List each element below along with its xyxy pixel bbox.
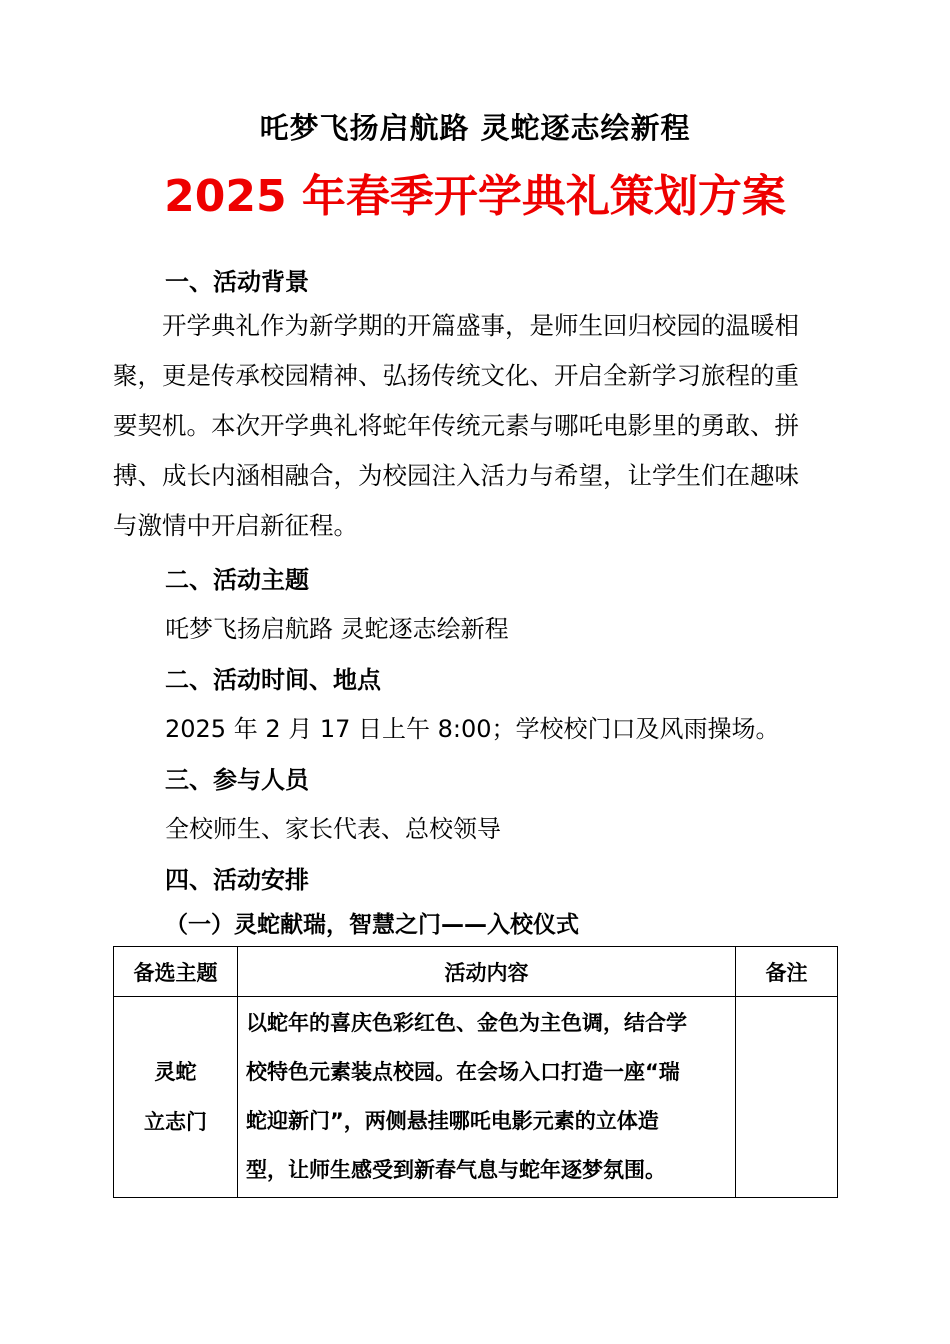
paragraph-line: 聚，更是传承校园精神、弘扬传统文化、开启全新学习旅程的重 bbox=[113, 361, 799, 390]
section-heading-arrangement: 四、活动安排 bbox=[165, 866, 309, 894]
document-subtitle: 吒梦飞扬启航路 灵蛇逐志绘新程 bbox=[259, 111, 691, 145]
content-line: 以蛇年的喜庆色彩红色、金色为主色调，结合学 bbox=[246, 1011, 687, 1035]
header-content: 活动内容 bbox=[238, 947, 736, 997]
time-place-text: 2025 年 2 月 17 日上午 8:00；学校校门口及风雨操场。 bbox=[165, 715, 780, 743]
background-paragraph bbox=[113, 301, 799, 551]
content-line: 蛇迎新门”，两侧悬挂哪吒电影元素的立体造 bbox=[246, 1109, 659, 1133]
section-heading-background: 一、活动背景 bbox=[165, 268, 309, 296]
section-heading-theme: 二、活动主题 bbox=[165, 566, 309, 594]
content-line: 校特色元素装点校园。在会场入口打造一座“瑞 bbox=[246, 1060, 680, 1084]
theme-line: 灵蛇 bbox=[154, 1060, 197, 1084]
section-heading-time-place: 二、活动时间、地点 bbox=[165, 666, 381, 694]
table-row bbox=[114, 997, 838, 1198]
table-header-row bbox=[114, 947, 838, 997]
paragraph-line: 要契机。本次开学典礼将蛇年传统元素与哪吒电影里的勇敢、拼 bbox=[113, 411, 799, 440]
paragraph-line: 与激情中开启新征程。 bbox=[113, 511, 358, 540]
theme-line: 立志门 bbox=[144, 1110, 207, 1134]
header-theme: 备选主题 bbox=[114, 947, 238, 997]
arrangement-subheading: （一）灵蛇献瑞，智慧之门——入校仪式 bbox=[165, 912, 579, 938]
content-line: 型，让师生感受到新春气息与蛇年逐梦氛围。 bbox=[246, 1158, 666, 1182]
theme-cell bbox=[114, 997, 238, 1198]
arrangement-table bbox=[113, 946, 838, 1198]
document-title: 2025 年春季开学典礼策划方案 bbox=[164, 171, 786, 222]
paragraph-line: 开学典礼作为新学期的开篇盛事，是师生回归校园的温暖相 bbox=[113, 311, 799, 340]
content-cell bbox=[238, 997, 736, 1198]
theme-text: 吒梦飞扬启航路 灵蛇逐志绘新程 bbox=[165, 615, 509, 643]
participants-text: 全校师生、家长代表、总校领导 bbox=[165, 815, 501, 843]
note-cell bbox=[736, 997, 838, 1198]
header-note: 备注 bbox=[736, 947, 838, 997]
section-heading-participants: 三、参与人员 bbox=[165, 766, 309, 794]
paragraph-line: 搏、成长内涵相融合，为校园注入活力与希望，让学生们在趣味 bbox=[113, 461, 799, 490]
